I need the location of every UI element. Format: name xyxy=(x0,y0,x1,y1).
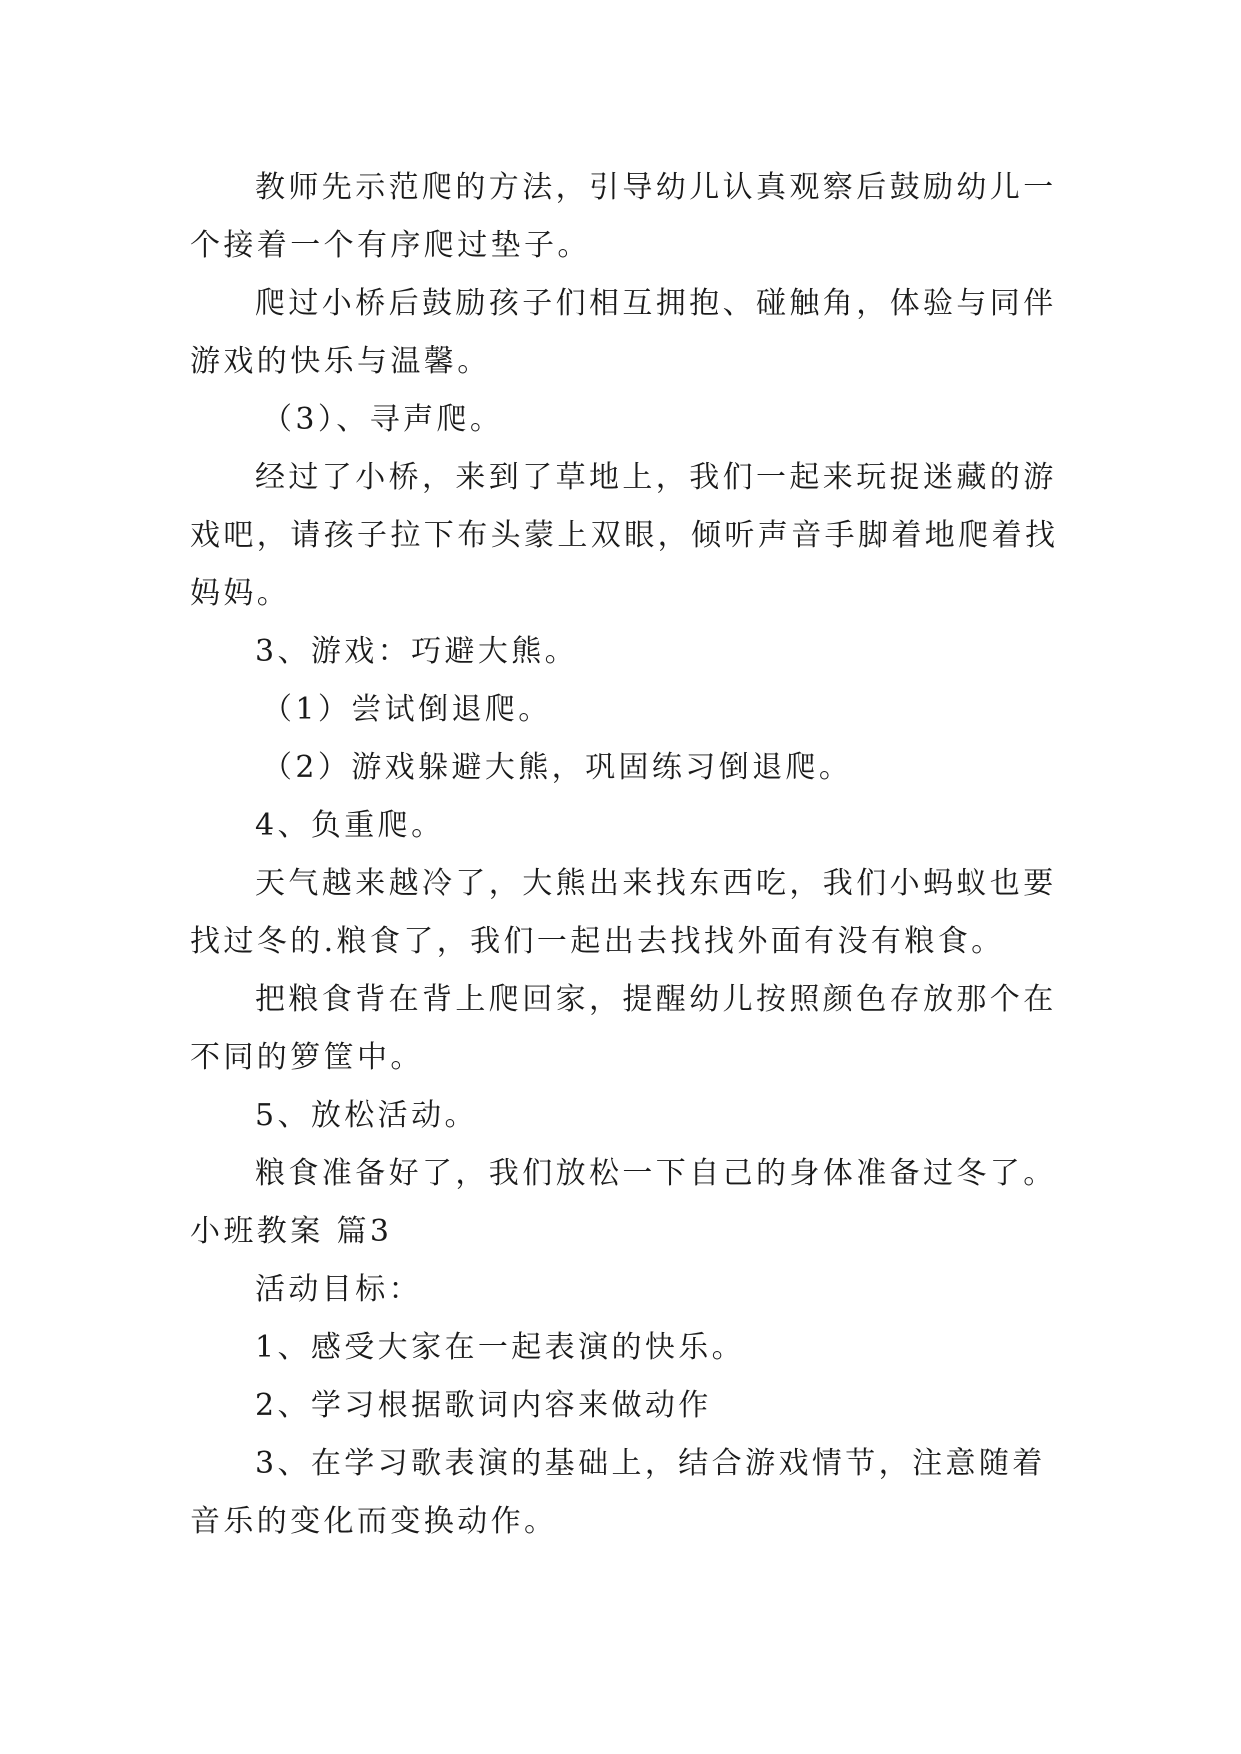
paragraph-line: （1）尝试倒退爬。 xyxy=(262,692,552,727)
paragraph-line: 3、游戏：巧避大熊。 xyxy=(255,634,579,669)
paragraph-line: 2、学习根据歌词内容来做动作 xyxy=(255,1388,712,1423)
paragraph-line: （2）游戏躲避大熊，巩固练习倒退爬。 xyxy=(262,750,853,785)
section-heading: 小班教案 篇3 xyxy=(190,1214,393,1249)
paragraph-line: 粮食准备好了，我们放松一下自己的身体准备过冬了。 xyxy=(255,1156,1057,1191)
paragraph-line: 个接着一个有序爬过垫子。 xyxy=(190,228,591,263)
paragraph-line: 1、感受大家在一起表演的快乐。 xyxy=(255,1330,746,1365)
paragraph-line: 戏吧，请孩子拉下布头蒙上双眼，倾听声音手脚着地爬着找 xyxy=(190,518,1059,553)
paragraph-line: 爬过小桥后鼓励孩子们相互拥抱、碰触角，体验与同伴 xyxy=(255,286,1057,321)
paragraph-line: 3、在学习歌表演的基础上，结合游戏情节，注意随着 xyxy=(255,1446,1046,1481)
paragraph-line: 游戏的快乐与温馨。 xyxy=(190,344,491,379)
paragraph-line: 教师先示范爬的方法，引导幼儿认真观察后鼓励幼儿一 xyxy=(255,170,1057,205)
paragraph-line: 不同的箩筐中。 xyxy=(190,1040,424,1075)
paragraph-line: 天气越来越冷了，大熊出来找东西吃，我们小蚂蚁也要 xyxy=(255,866,1057,901)
paragraph-line: （3）、寻声爬。 xyxy=(262,402,504,437)
paragraph-line: 音乐的变化而变换动作。 xyxy=(190,1504,558,1539)
paragraph-line: 4、负重爬。 xyxy=(255,808,445,843)
paragraph-line: 活动目标： xyxy=(255,1272,422,1307)
paragraph-line: 经过了小桥，来到了草地上，我们一起来玩捉迷藏的游 xyxy=(255,460,1057,495)
paragraph-line: 找过冬的.粮食了，我们一起出去找找外面有没有粮食。 xyxy=(190,924,1005,959)
paragraph-line: 妈妈。 xyxy=(190,576,291,611)
paragraph-line: 5、放松活动。 xyxy=(255,1098,478,1133)
paragraph-line: 把粮食背在背上爬回家，提醒幼儿按照颜色存放那个在 xyxy=(255,982,1057,1017)
